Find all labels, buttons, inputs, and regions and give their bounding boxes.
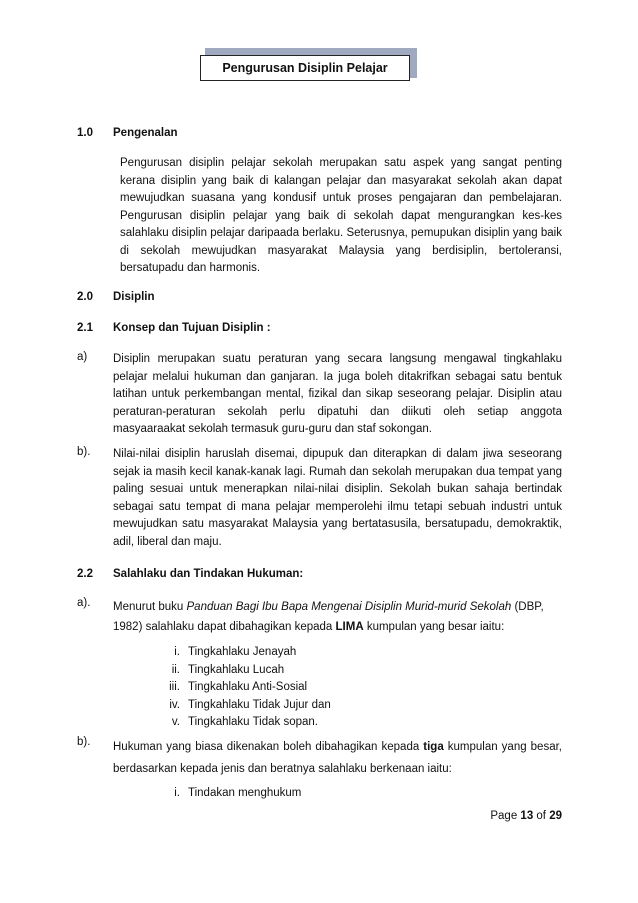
list-item-number: i. [174,646,180,658]
section-number-2-1: 2.1 [77,322,93,334]
offence-list [152,644,331,732]
section-heading-2-2: Salahlaku dan Tindakan Hukuman: [113,568,304,580]
item-label-2-1-a: a) [77,351,88,363]
section-heading-2-1: Konsep dan Tujuan Disiplin : [113,322,271,334]
punishment-list [152,785,301,803]
item-label-2-2-a: a). [77,597,91,609]
list-item [152,785,301,803]
item-body-2-2-a-pre: Menurut buku [113,601,187,613]
section-body-1 [120,155,562,278]
item-body-2-2-b [113,736,562,780]
section-number-2: 2.0 [77,291,93,303]
section-number-2-2: 2.2 [77,568,93,580]
list-item-text: Tindakan menghukum [188,787,302,799]
page-total: 29 [549,810,562,822]
item-body-2-1-b-text: Nilai-nilai disiplin haruslah disemai, dipupuk dan diterapkan di dalam jiwa seseorang sejak ia masih kecil kanak-kanak lagi. Rumah dan sekolah merupakan dua tempat yang paling sesuai untuk menerapkan nilai-nilai disiplin. Sekolah bukan sahaja bertindak sebagai satu tempat di mana pelajar memperolehi ilmu tetapi sebuah industri untuk mewujudkan satu masyarakat Malaysia yang bertatasusila, bersatupadu, demokraktik, adil, liberal dan maju. [113,448,562,548]
item-body-2-1-b [113,446,562,551]
page-current: 13 [520,810,534,822]
list-item-text: Tingkahlaku Lucah [188,663,285,676]
item-body-2-2-a-post: kumpulan yang besar iaitu: [363,621,505,633]
item-body-2-1-a-text: Disiplin merupakan suatu peraturan yang secara langsung mengawal tingkahlaku pelajar melalui hukuman dan ganjaran. Ia juga boleh ditakrifkan sebagai satu bentuk latihan untuk perkembangan mental, fizikal dan sikap seseorang pelajar. Disiplin atau peraturan-peraturan sekolah perlu dipatuhi dan diikuti oleh setiap anggota masyaaraakat sekolah termasuk guru-guru dan staf sokongan. [113,353,562,435]
list-item-number: iv. [169,698,180,711]
item-body-2-1-a [113,351,562,439]
list-item [152,662,331,680]
book-title: Panduan Bagi Ibu Bapa Mengenai Disiplin Murid-murid Sekolah [186,601,512,613]
page-number [490,810,562,822]
list-item-text: Tingkahlaku Tidak Jujur dan [188,698,331,711]
item-body-2-2-b-post: kumpulan yang besar, berdasarkan kepada jenis dan beratnya salahlaku berkenaan iaitu: [113,741,562,775]
item-label-2-2-b: b). [77,736,91,748]
page-of: of [533,810,550,822]
page-prefix: Page [490,810,521,822]
section-heading-1: Pengenalan [113,127,178,139]
list-item [152,714,331,732]
list-item-text: Tingkahlaku Anti-Sosial [188,681,308,693]
list-item [152,697,331,715]
list-item-text: Tingkahlaku Jenayah [188,646,297,658]
list-item [152,679,331,697]
list-item [152,644,331,662]
item-body-2-2-a [113,597,562,637]
list-item-number: v. [171,716,180,728]
section-body-1-text: Pengurusan disiplin pelajar sekolah merupakan satu aspek yang sangat penting kerana disiplin yang baik di kalangan pelajar dan masyarakat sekolah akan dapat mewujudkan suasana yang kondusif untuk proses pengajaran dan pembelajaran. Pengurusan disiplin pelajar yang baik di sekolah dapat mengurangkan kes-kes salahlaku disiplin pelajar daripaada berlaku. Seterusnya, pemupukan disiplin yang baik di sekolah mewujudkan masyarakat Malaysia yang berdisiplin, bertoleransi, bersatupadu dan harmonis. [120,157,562,274]
item-body-2-2-b-bold: tiga [423,741,444,753]
item-body-2-2-a-bold: LIMA [335,621,364,633]
item-body-2-2-a-mid: (DBP, 1982) salahlaku dapat dibahagikan kepada [113,601,544,633]
list-item-number: ii. [171,663,180,676]
page-title: Pengurusan Disiplin Pelajar [200,55,410,81]
item-label-2-1-b: b). [77,446,91,458]
list-item-number: i. [174,787,180,799]
list-item-text: Tingkahlaku Tidak sopan. [188,716,318,728]
list-item-number: iii. [169,681,180,693]
section-number-1: 1.0 [77,127,93,139]
section-heading-2: Disiplin [113,291,155,303]
item-body-2-2-b-pre: Hukuman yang biasa dikenakan boleh dibahagikan kepada [113,741,424,753]
